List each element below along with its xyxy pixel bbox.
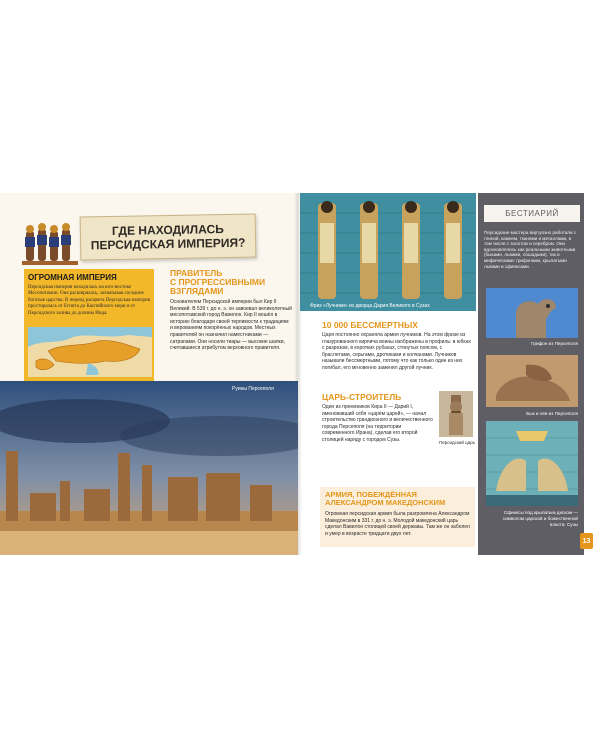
page-title-banner	[80, 213, 257, 260]
griffin-photo	[486, 288, 578, 338]
ruins-caption: Руины Персеполя	[232, 386, 274, 392]
griffin-caption: Грифон из Персеполя	[531, 341, 578, 346]
persian-king-relief-photo	[439, 391, 473, 437]
sphinx-frieze-photo	[486, 421, 578, 506]
army-text: Огромная персидская армия была разгромлена Александром Македонским в 331 г. до н. э. Молодой македонский царь сделал Вавилон столицей своей державы. Там же он заболел и умер в возрасте тридцати двух лет.	[325, 511, 470, 537]
empire-text: Персидская империя находилась на юго-востоке Месопотамии. Она расширялась, захватывая соседние богатые царства. В период расцвета Персидская империя простиралась от Египта до Каспийского моря и от Персидского залива до долины Инда.	[28, 285, 151, 316]
persepolis-ruins-photo	[0, 381, 298, 555]
bestiary-text: Персидские мастера виртуозно работали с глиной, камнем, тканями и металлами, в том числе с золотом и серебром. Они вдохновлялись как реальными животными (быками, львами, лошадьми), так и мифическими: грифонами, крылатыми львами и сфинксами.	[484, 230, 577, 269]
ruler-text: Основателем Персидской империи был Кир II Великий. В 539 г. до н. э. он завоевал великолепный месопотамский город Вавилон. Кир II вошёл в историю благодаря своей терпимости к традициям и верованиям покорённых народов. Местных правителей он назначил наместниками — сатрапами. Они носили тиары — высокие шапки, считавшиеся атрибутом верховного правителя.	[170, 299, 292, 352]
immortals-heading: 10 000 БЕССМЕРТНЫХ	[322, 320, 418, 330]
page-number: 13	[580, 533, 593, 549]
bull-lion-caption: Бык и лев из Персеполя	[526, 411, 578, 416]
sphinx-caption: Сфинксы под крылатым диском — символом царской и божественной власти. Сузы	[502, 510, 578, 527]
empire-heading: ОГРОМНАЯ ИМПЕРИЯ	[28, 273, 117, 282]
immortals-text: Царя постоянно охраняла армия лучников. На этом фризе из глазурованного кирпича воины изображены в профиль: в юбках с разрезом, в коротких рубахах, стянутых поясом, с браслетами, серьгами, дротиками и колчанами. Лучников называли бессмертными, потому что как только один из них погибал, его мгновенно заменял другой лучник.	[322, 332, 471, 371]
bull-and-lion-photo	[486, 355, 578, 407]
book-spread	[0, 193, 600, 555]
king-builder-heading: ЦАРЬ-СТРОИТЕЛЬ	[322, 392, 402, 402]
persian-warriors-illustration	[22, 223, 78, 267]
king-photo-caption: Персидский царь	[438, 440, 476, 445]
bestiary-title: БЕСТИАРИЙ	[484, 205, 580, 222]
page-title: ГДЕ НАХОДИЛАСЬ ПЕРСИДСКАЯ ИМПЕРИЯ?	[90, 222, 246, 253]
king-builder-text: Один из преемников Кира II — Дарий I, именовавший себя «царём царей», — начал строительство грандиозного и величественного города Персеполя (на территории современного Ирана), сделав его второй столицей наряду с городом Сузы.	[322, 404, 433, 443]
archers-frieze-photo	[300, 193, 476, 311]
frieze-caption: Фриз «Лучники» из дворца Дария Великого в Сузах	[310, 303, 430, 309]
army-heading: АРМИЯ, ПОБЕЖДЁННАЯ АЛЕКСАНДРОМ МАКЕДОНСКИМ	[325, 490, 446, 507]
ruler-heading: ПРАВИТЕЛЬ С ПРОГРЕССИВНЫМИ ВЗГЛЯДАМИ	[170, 268, 266, 296]
empire-map	[28, 327, 152, 377]
